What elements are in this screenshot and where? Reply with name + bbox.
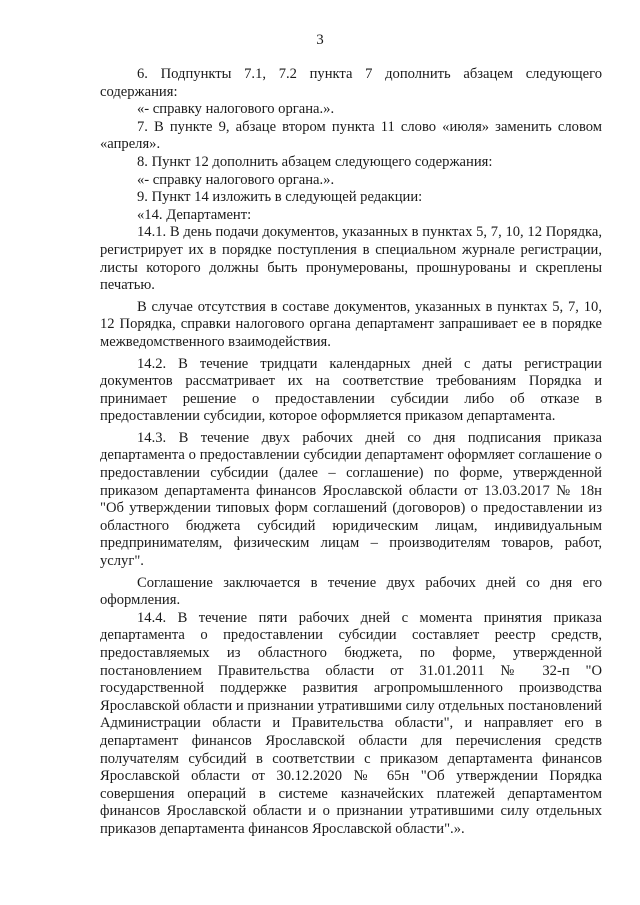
paragraph: В случае отсутствия в составе документов, указанных в пунктах 5, 7, 10, 12 Порядка, справки налогового органа департамент запрашивает ее в порядке межведомственного взаимодействия. [100, 298, 602, 350]
paragraph: «14. Департамент: [137, 206, 252, 223]
paragraph: 14.2. В течение тридцати календарных дней с даты регистрации документов рассматривает их на соответствие требованиям Порядка и принимает решение о предоставлении субсидии либо об отказе в предоставлении субсидии, которое оформляется приказом департамента. [100, 355, 602, 425]
paragraph: 14.1. В день подачи документов, указанных в пунктах 5, 7, 10, 12 Порядка, регистрирует их в порядке поступления в специальном журнале регистрации, листы которого должны быть пронумерованы, прошнурованы и скреплены печатью. [100, 224, 602, 294]
paragraph: 6. Подпункты 7.1, 7.2 пункта 7 дополнить абзацем следующего содержания: [100, 66, 602, 100]
page-number: 3 [316, 32, 324, 48]
paragraph: 8. Пункт 12 дополнить абзацем следующего содержания: [137, 153, 493, 170]
paragraph: 7. В пункте 9, абзаце втором пункта 11 слово «июля» заменить словом «апреля». [100, 118, 602, 153]
paragraph: 14.3. В течение двух рабочих дней со дня подписания приказа департамента о предоставлении субсидии департамент оформляет соглашение о предоставлении субсидии (далее – соглашение) по форме, утвержденной приказом департамента финансов Ярославской области от 13.03.2017 № 18н "Об утверждении типовых форм соглашений (договоров) о предоставлении из областного бюджета субсидий юридическим лицам, индивидуальным предпринимателям, физическим лицам – производителям товаров, работ, услуг". [100, 429, 602, 570]
paragraph: Соглашение заключается в течение двух рабочих дней со дня его оформления. [100, 574, 602, 609]
paragraph: «- справку налогового органа.». [137, 101, 335, 118]
document-body [100, 66, 602, 839]
paragraph: «- справку налогового органа.». [137, 171, 335, 188]
paragraph: 14.4. В течение пяти рабочих дней с момента принятия приказа департамента о предоставлении субсидии составляет реестр средств, предоставляемых из областного бюджета, по форме, утвержденной постановлением Правительства области от 31.01.2011 № 32-п "О государственной поддержке развития агропромышленного производства Ярославской области и признании утратившими силу отдельных постановлений Администрации области и Правительства области", и направляет его в департамент финансов Ярославской области для перечисления средств получателям субсидий в соответствии с приказом департамента финансов Ярославской области от 30.12.2020 № 65н "Об утверждении Порядка совершения операций в системе казначейских платежей департаментом финансов Ярославской области и о признании утратившими силу отдельных приказов департамента финансов Ярославской области".». [100, 609, 602, 837]
paragraph: 9. Пункт 14 изложить в следующей редакции: [137, 189, 423, 206]
